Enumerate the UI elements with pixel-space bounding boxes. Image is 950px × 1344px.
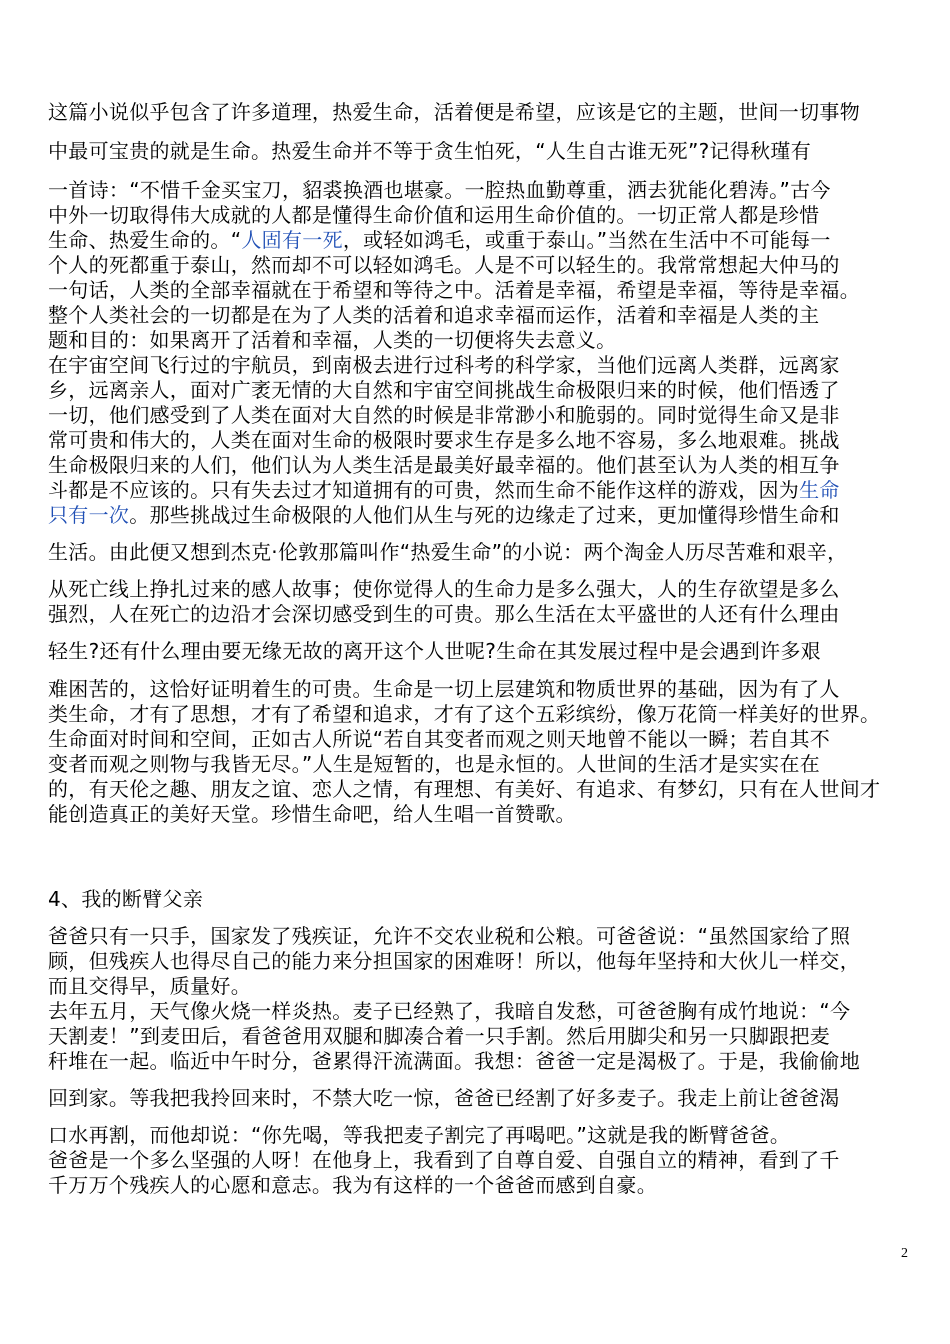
text-line: 千万万个残疾人的心愿和意志。我为有这样的一个爸爸而感到自豪。 <box>48 1173 657 1197</box>
text-line: 回到家。等我把我拎回来时，不禁大吃一惊，爸爸已经割了好多麦子。我走上前让爸爸渴 <box>48 1086 840 1110</box>
text-line: 去年五月，天气像火烧一样炎热。麦子已经熟了，我暗自发愁，可爸爸胸有成竹地说：“今 <box>48 999 851 1023</box>
text-line: 类生命，才有了思想，才有了希望和追求，才有了这个五彩缤纷，像万花筒一样美好的世界。 <box>48 702 881 726</box>
text-line: 中外一切取得伟大成就的人都是懂得生命价值和运用生命价值的。一切正常人都是珍惜 <box>48 203 820 227</box>
text-line: 难困苦的，这恰好证明着生的可贵。生命是一切上层建筑和物质世界的基础，因为有了人 <box>48 677 840 701</box>
text-line: 生活。由此便又想到杰克·伦敦那篇叫作“热爱生命”的小说：两个淘金人历尽苦难和艰辛， <box>48 540 848 564</box>
text-line: 秆堆在一起。临近中午时分，爸累得汗流满面。我想：爸爸一定是渴极了。于是，我偷偷地 <box>48 1049 860 1073</box>
text-span: ，或轻如鸿毛，或重于泰山。”当然在生活中不可能每一 <box>342 228 831 252</box>
hyperlink[interactable]: 只有一次 <box>48 503 130 527</box>
text-line: 一句话，人类的全部幸福就在于希望和等待之中。活着是幸福，希望是幸福，等待是幸福。 <box>48 278 860 302</box>
text-line: 在宇宙空间飞行过的宇航员，到南极去进行过科考的科学家，当他们远离人类群，远离家 <box>48 353 840 377</box>
text-line: 一切，他们感受到了人类在面对大自然的时候是非常渺小和脆弱的。同时觉得生命又是非 <box>48 403 840 427</box>
text-line <box>48 476 910 504</box>
text-line: 的，有天伦之趣、朋友之谊、恋人之情，有理想、有美好、有追求、有梦幻，只有在人世间才 <box>48 777 881 801</box>
text-line: 爸爸是一个多么坚强的人呀！在他身上，我看到了自尊自爱、自强自立的精神，看到了千 <box>48 1148 840 1172</box>
hyperlink[interactable]: 人固有一死 <box>241 228 343 252</box>
text-span: 生命、热爱生命的。“ <box>48 228 242 252</box>
text-line: 中最可宝贵的就是生命。热爱生命并不等于贪生怕死，“人生自古谁无死”?记得秋瑾有 <box>48 139 812 163</box>
hyperlink[interactable]: 生命 <box>799 478 840 502</box>
text-line: 生命极限归来的人们，他们认为人类生活是最美好最幸福的。他们甚至认为人类的相互争 <box>48 453 840 477</box>
text-line: 变者而观之则物与我皆无尽。”人生是短暂的，也是永恒的。人世间的生活才是实实在在 <box>48 752 821 776</box>
text-line: 天割麦！”到麦田后，看爸爸用双腿和脚凑合着一只手割。然后用脚尖和另一只脚跟把麦 <box>48 1024 831 1048</box>
page-number: 2 <box>901 1246 908 1261</box>
text-line: 能创造真正的美好天堂。珍惜生命吧，给人生唱一首赞歌。 <box>48 802 576 826</box>
text-line: 轻生?还有什么理由要无缘无故的离开这个人世呢?生命在其发展过程中是会遇到许多艰 <box>48 639 821 663</box>
text-line: 乡，远离亲人，面对广袤无情的大自然和宇宙空间挑战生命极限归来的时候，他们悟透了 <box>48 378 840 402</box>
text-line: 这篇小说似乎包含了许多道理，热爱生命，活着便是希望，应该是它的主题，世间一切事物 <box>48 100 860 124</box>
text-line: 从死亡线上挣扎过来的感人故事；使你觉得人的生命力是多么强大，人的生存欲望是多么 <box>48 577 840 601</box>
text-line: 一首诗：“不惜千金买宝刀，貂裘换酒也堪豪。一腔热血勤尊重，洒去犹能化碧涛。”古今 <box>48 178 831 202</box>
text-line: 题和目的：如果离开了活着和幸福，人类的一切便将失去意义。 <box>48 328 617 352</box>
text-line: 生命面对时间和空间，正如古人所说“若自其变者而观之则天地曾不能以一瞬；若自其不 <box>48 727 831 751</box>
section-heading: 4、我的断臂父亲 <box>48 887 204 911</box>
text-span: 。那些挑战过生命极限的人他们从生与死的边缘走了过来，更加懂得珍惜生命和 <box>129 503 840 527</box>
text-line: 顾，但残疾人也得尽自己的能力来分担国家的困难呀！所以，他每年坚持和大伙儿一样交， <box>48 949 860 973</box>
text-line: 口水再割，而他却说：“你先喝，等我把麦子割完了再喝吧。”这就是我的断臂爸爸。 <box>48 1123 791 1147</box>
text-line <box>48 226 910 254</box>
text-line: 整个人类社会的一切都是在为了人类的活着和追求幸福而运作，活着和幸福是人类的主 <box>48 303 820 327</box>
text-line: 而且交得早，质量好。 <box>48 974 251 998</box>
text-line <box>48 501 910 529</box>
text-span: 斗都是不应该的。只有失去过才知道拥有的可贵，然而生命不能作这样的游戏，因为 <box>48 478 800 502</box>
text-line: 常可贵和伟大的，人类在面对生命的极限时要求生存是多么地不容易，多么地艰难。挑战 <box>48 428 840 452</box>
text-line: 个人的死都重于泰山，然而却不可以轻如鸿毛。人是不可以轻生的。我常常想起大仲马的 <box>48 253 840 277</box>
text-line: 爸爸只有一只手，国家发了残疾证，允许不交农业税和公粮。可爸爸说：“虽然国家给了照 <box>48 924 851 948</box>
text-line: 强烈，人在死亡的边沿才会深切感受到生的可贵。那么生活在太平盛世的人还有什么理由 <box>48 602 840 626</box>
